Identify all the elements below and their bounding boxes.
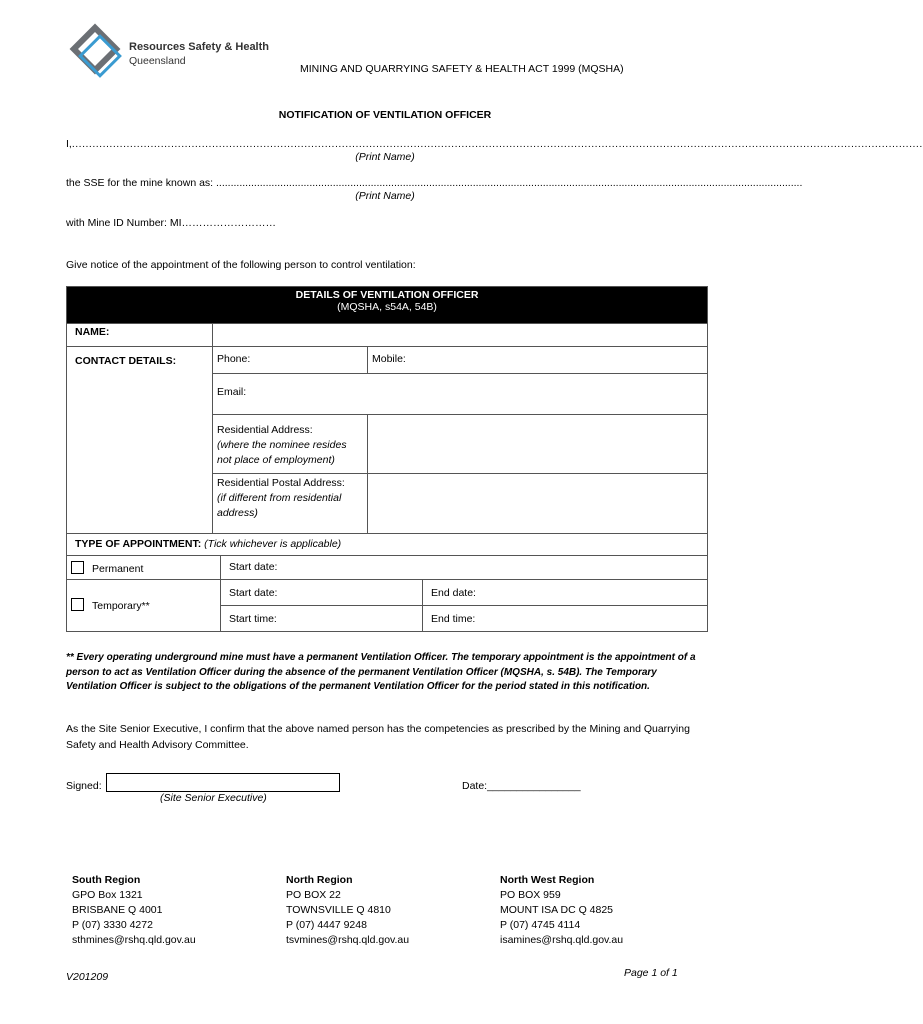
region-title: North Region [286, 874, 353, 886]
end-date-label: End date: [431, 587, 476, 599]
mobile-field[interactable] [368, 347, 708, 374]
logo [70, 28, 126, 80]
logo-title: Resources Safety & Health [129, 41, 269, 53]
ventilation-officer-table [66, 286, 708, 632]
name-label: NAME: [67, 324, 213, 347]
sse-prefix: the SSE for the mine known as: [66, 177, 214, 189]
temporary-option[interactable] [67, 580, 213, 632]
name-field[interactable] [213, 324, 708, 347]
temporary-start-time[interactable] [221, 606, 423, 632]
region-south [72, 873, 196, 948]
page-number: Page 1 of 1 [624, 967, 678, 979]
mine-id-line[interactable]: with Mine ID Number: MI……………………… [66, 217, 277, 229]
sse-caption: (Site Senior Executive) [160, 792, 267, 804]
temporary-checkbox[interactable] [71, 598, 84, 611]
signature-field[interactable] [106, 773, 340, 792]
print-name-caption: (Print Name) [355, 151, 415, 163]
notice-text: Give notice of the appointment of the following person to control ventilation: [66, 259, 416, 271]
phone-field[interactable] [213, 347, 368, 374]
residential-address-label [213, 415, 368, 474]
region-address-line: PO BOX 22 [286, 889, 341, 901]
version-label: V201209 [66, 971, 109, 983]
temp-start-date-label: Start date: [229, 587, 278, 599]
region-phone: P (07) 3330 4272 [72, 919, 153, 931]
temporary-label: Temporary** [92, 600, 150, 612]
act-title: MINING AND QUARRYING SAFETY & HEALTH ACT 1999 (MQSHA) [300, 63, 624, 75]
permanent-option[interactable] [67, 556, 213, 580]
postal-address-title: Residential Postal Address: [217, 477, 345, 489]
region-title: North West Region [500, 874, 595, 886]
region-city: TOWNSVILLE Q 4810 [286, 904, 391, 916]
postal-address-label [213, 474, 368, 534]
print-name-line[interactable]: I,......................................................................................................................................................................................................................................................... [66, 138, 923, 150]
permanent-start-date[interactable] [221, 556, 708, 580]
temporary-end-time[interactable] [423, 606, 708, 632]
email-field[interactable] [213, 374, 708, 415]
region-phone: P (07) 4745 4114 [500, 919, 581, 931]
appointment-type-row [67, 534, 708, 556]
table-header-subtitle: (MQSHA, s54A, 54B) [337, 301, 437, 313]
start-time-label: Start time: [229, 613, 277, 625]
date-field[interactable]: Date:________________ [462, 780, 581, 792]
region-city: MOUNT ISA DC Q 4825 [500, 904, 614, 916]
phone-label: Phone: [217, 353, 251, 365]
contact-label-text: CONTACT DETAILS: [75, 355, 177, 367]
print-name-caption-2: (Print Name) [355, 190, 415, 202]
end-time-label: End time: [431, 613, 476, 625]
residential-address-field[interactable] [368, 415, 708, 474]
region-address-line: PO BOX 959 [500, 889, 561, 901]
table-header-title: DETAILS OF VENTILATION OFFICER [295, 289, 479, 301]
temporary-note: ** Every operating underground mine must have a permanent Ventilation Officer. The temporary appointment is the appointment of a person to act as Ventilation Officer during the absence of the permanent Ventilation Officer (MQSHA, s. 54B). The Temporary Ventilation Officer is subject to the obligations of the permanent Ventilation Officer for the period stated in this notification. [66, 652, 696, 692]
table-header [67, 287, 708, 324]
rshq-logo-icon [70, 28, 126, 80]
region-address-line: GPO Box 1321 [72, 889, 143, 901]
mine-name-line[interactable]: the SSE for the mine known as: ......................................................................................................................................................................................................... [66, 177, 803, 189]
res-address-title: Residential Address: [217, 424, 313, 436]
permanent-checkbox[interactable] [71, 561, 84, 574]
appointment-note: (Tick whichever is applicable) [204, 538, 342, 550]
logo-subtitle: Queensland [129, 55, 186, 67]
region-north-west [500, 873, 623, 948]
region-city: BRISBANE Q 4001 [72, 904, 163, 916]
email-label: Email: [217, 386, 247, 398]
region-phone: P (07) 4447 9248 [286, 919, 367, 931]
postal-address-note: (if different from residential address) [217, 492, 342, 519]
region-email[interactable]: isamines@rshq.qld.gov.au [500, 934, 624, 946]
region-email[interactable]: tsvmines@rshq.qld.gov.au [286, 934, 410, 946]
start-date-label: Start date: [229, 561, 278, 573]
signed-label: Signed: [66, 780, 102, 792]
region-north [286, 873, 409, 948]
permanent-label: Permanent [92, 563, 144, 575]
postal-address-field[interactable] [368, 474, 708, 534]
temporary-start-date[interactable] [221, 580, 423, 606]
temporary-end-date[interactable] [423, 580, 708, 606]
mobile-label: Mobile: [372, 353, 406, 365]
line-prefix: I, [66, 138, 72, 150]
res-address-note: (where the nominee resides not place of employment) [217, 439, 347, 466]
region-email[interactable]: sthmines@rshq.qld.gov.au [72, 934, 196, 946]
appointment-label: TYPE OF APPOINTMENT: [75, 538, 202, 550]
contact-label [67, 347, 213, 534]
page-title: NOTIFICATION OF VENTILATION OFFICER [278, 109, 492, 121]
region-title: South Region [72, 874, 141, 886]
sse-confirmation: As the Site Senior Executive, I confirm that the above named person has the competencies as prescribed by the Mining and Quarrying Safety and Health Advisory Committee. [66, 723, 690, 751]
